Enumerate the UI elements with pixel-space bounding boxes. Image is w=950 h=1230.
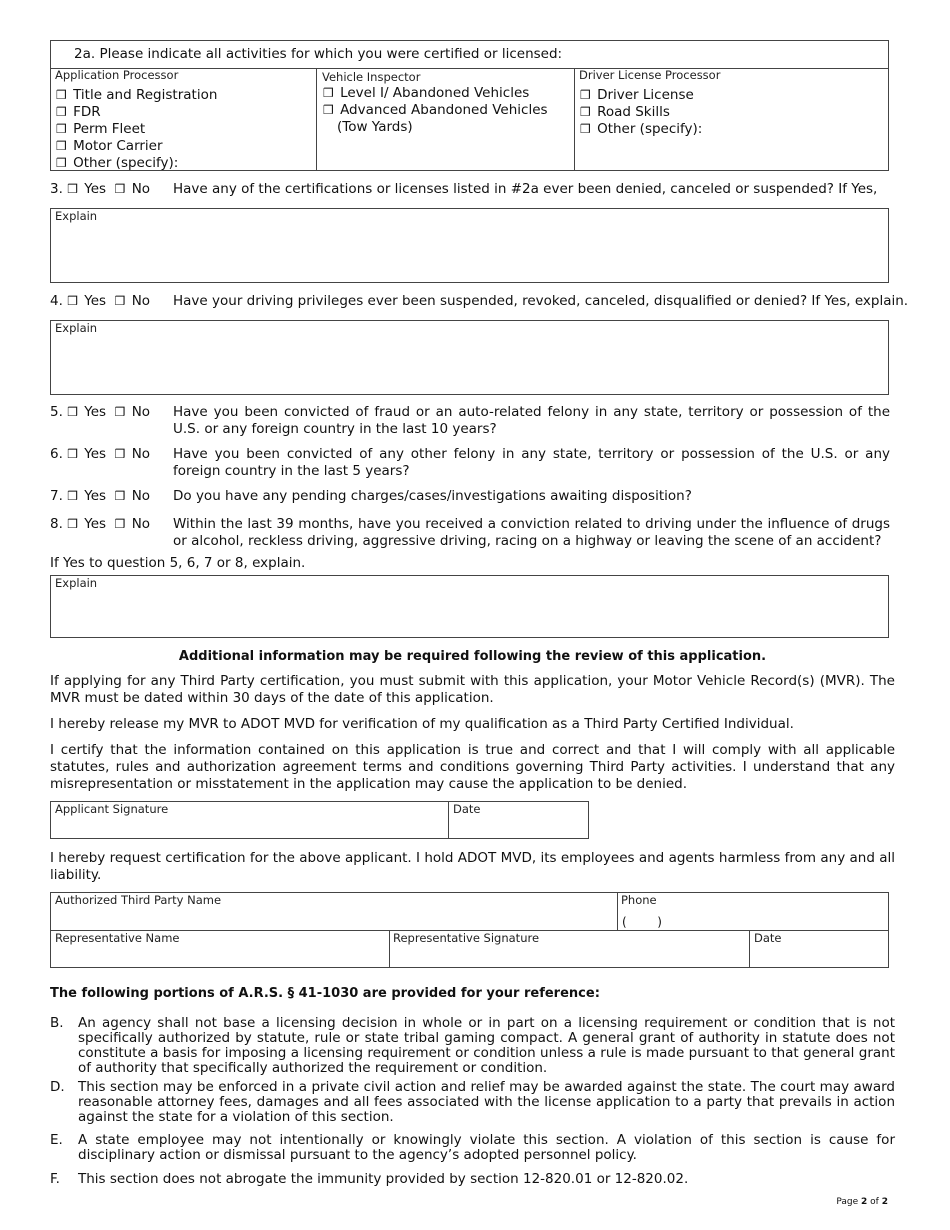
applicant-date-label: Date <box>453 802 481 816</box>
checkbox-other-app-processor[interactable]: ❒ Other (specify): <box>56 155 179 171</box>
question-7-text: Do you have any pending charges/cases/investigations awaiting disposition? <box>173 488 692 504</box>
reference-item-b: B. An agency shall not base a licensing decision in whole or in part on a licensing requirement or condition that is not specifically authorized by statute, rule or state tribal gaming compact. A general grant of authority in statute does not constitute a basis for imposing a licensing requirement or condition unless a rule is made pursuant to that general grant of authority that specifically authorized the requirement or condition. <box>50 1015 895 1076</box>
question-8-text: Within the last 39 months, have you received a conviction related to driving under the influence of drugs or alcohol, reckless driving, aggressive driving, racing on a highway or leaving the scene of an accident? <box>173 516 890 549</box>
authorized-third-party-name-label: Authorized Third Party Name <box>55 893 222 907</box>
third-party-box <box>50 892 889 968</box>
column-title-application-processor: Application Processor <box>55 68 179 82</box>
question-6: 6. ❒ Yes ❒ No Have you been convicted of any other felony in any state, territory or possession of the U.S. or any foreign country in the last 5 years? <box>50 446 890 479</box>
column-driver-license-processor <box>580 87 702 138</box>
checkbox-q6-yes[interactable]: ❒ Yes <box>67 446 107 462</box>
explain-label: Explain <box>55 321 98 335</box>
checkbox-q8-no[interactable]: ❒ No <box>114 516 151 532</box>
question-4: 4. ❒ Yes ❒ No Have your driving privileges ever been suspended, revoked, canceled, disqualified or denied? If Yes, explain. <box>50 293 909 309</box>
if-yes-text: If Yes to question 5, 6, 7 or 8, explain. <box>50 555 306 571</box>
question-4-text: Have your driving privileges ever been suspended, revoked, canceled, disqualified or denied? If Yes, explain. <box>173 293 909 309</box>
section-2a-box <box>50 40 889 171</box>
applicant-signature-label: Applicant Signature <box>55 802 169 816</box>
reference-item-f: F. This section does not abrogate the immunity provided by section 12-820.01 or 12-820.02. <box>50 1171 689 1187</box>
checkbox-q6-no[interactable]: ❒ No <box>114 446 151 462</box>
divider <box>316 68 317 170</box>
checkbox-q3-yes[interactable]: ❒ Yes <box>67 181 107 197</box>
checkbox-title-registration[interactable]: ❒ Title and Registration <box>56 87 218 103</box>
release-paragraph: I hereby release my MVR to ADOT MVD for verification of my qualification as a Third Party Certified Individual. <box>50 716 794 732</box>
checkbox-q4-yes[interactable]: ❒ Yes <box>67 293 107 309</box>
column-title-vehicle-inspector: Vehicle Inspector <box>322 70 421 84</box>
checkbox-fdr[interactable]: ❒ FDR <box>56 104 101 120</box>
explain-box-q3[interactable] <box>50 208 889 283</box>
column-application-processor <box>56 87 217 172</box>
phone-area-code[interactable]: ( ) <box>622 915 662 929</box>
question-3: 3. ❒ Yes ❒ No Have any of the certifications or licenses listed in #2a ever been denied, canceled or suspended? If Yes, <box>50 181 895 198</box>
applicant-date-field[interactable] <box>450 817 587 837</box>
checkbox-level-1-abandoned[interactable]: ❒ Level I/ Abandoned Vehicles <box>323 85 530 101</box>
divider <box>389 930 390 967</box>
checkbox-driver-license[interactable]: ❒ Driver License <box>580 87 694 103</box>
reference-heading: The following portions of A.R.S. § 41-1030 are provided for your reference: <box>50 986 600 1001</box>
question-8: 8. ❒ Yes ❒ No Within the last 39 months, have you received a conviction related to driving under the influence of drugs or alcohol, reckless driving, aggressive driving, racing on a highway or leaving the scene of an accident? <box>50 516 890 549</box>
representative-signature-label: Representative Signature <box>393 931 540 945</box>
explain-box-q4[interactable] <box>50 320 889 395</box>
question-5: 5. ❒ Yes ❒ No Have you been convicted of fraud or an auto-related felony in any state, territory or possession of the U.S. or any foreign country in the last 10 years? <box>50 404 890 437</box>
representative-name-label: Representative Name <box>55 931 180 945</box>
applicant-signature-box <box>50 801 589 839</box>
checkbox-perm-fleet[interactable]: ❒ Perm Fleet <box>56 121 146 137</box>
page-number: Page 2 of 2 <box>836 1197 888 1207</box>
applicant-signature-field[interactable] <box>52 817 447 837</box>
divider <box>617 893 618 930</box>
additional-info-notice: Additional information may be required following the review of this application. <box>178 649 767 664</box>
column-vehicle-inspector <box>323 85 548 136</box>
tow-yards-note: (Tow Yards) <box>337 119 413 135</box>
question-5-text: Have you been convicted of fraud or an auto-related felony in any state, territory or possession of the U.S. or any foreign country in the last 10 years? <box>173 404 890 437</box>
checkbox-motor-carrier[interactable]: ❒ Motor Carrier <box>56 138 163 154</box>
mvr-paragraph: If applying for any Third Party certification, you must submit with this application, your Motor Vehicle Record(s) (MVR). The MVR must be dated within 30 days of the date of this application. <box>50 673 895 706</box>
question-6-text: Have you been convicted of any other felony in any state, territory or possession of the U.S. or any foreign country in the last 5 years? <box>173 446 890 479</box>
question-7: 7. ❒ Yes ❒ No Do you have any pending charges/cases/investigations awaiting disposition? <box>50 488 895 505</box>
checkbox-q5-yes[interactable]: ❒ Yes <box>67 404 107 420</box>
column-title-driver-license-processor: Driver License Processor <box>579 68 721 82</box>
divider <box>574 68 575 170</box>
certify-paragraph: I certify that the information contained on this application is true and correct and that I will comply with all applicable statutes, rules and authorization agreement terms and conditions governing Third Party activities. I understand that any misrepresentation or misstatement in the application may cause the application to be denied. <box>50 742 895 792</box>
explain-box-q5-8[interactable] <box>50 575 889 638</box>
checkbox-q5-no[interactable]: ❒ No <box>114 404 151 420</box>
checkbox-q3-no[interactable]: ❒ No <box>114 181 151 197</box>
checkbox-other-dl-processor[interactable]: ❒ Other (specify): <box>580 121 703 137</box>
reference-item-e: E. A state employee may not intentionally or knowingly violate this section. A violation of this section is cause for disciplinary action or dismissal pursuant to the agency’s adopted personnel policy. <box>50 1132 895 1163</box>
explain-label: Explain <box>55 576 98 590</box>
checkbox-q7-yes[interactable]: ❒ Yes <box>67 488 107 504</box>
reference-item-d: D. This section may be enforced in a private civil action and relief may be awarded against the state. The court may award reasonable attorney fees, damages and all fees associated with the license application to a party that prevails in action against the state for a violation of this section. <box>50 1079 895 1125</box>
phone-label: Phone <box>621 893 657 907</box>
divider <box>749 930 750 967</box>
representative-date-label: Date <box>754 931 782 945</box>
checkbox-q7-no[interactable]: ❒ No <box>114 488 151 504</box>
checkbox-q8-yes[interactable]: ❒ Yes <box>67 516 107 532</box>
checkbox-road-skills[interactable]: ❒ Road Skills <box>580 104 670 120</box>
explain-label: Explain <box>55 209 98 223</box>
checkbox-advanced-abandoned[interactable]: ❒ Advanced Abandoned Vehicles <box>323 102 548 118</box>
checkbox-q4-no[interactable]: ❒ No <box>114 293 151 309</box>
divider <box>448 802 449 838</box>
section-2a-heading: 2a. Please indicate all activities for which you were certified or licensed: <box>74 46 563 62</box>
request-paragraph: I hereby request certification for the above applicant. I hold ADOT MVD, its employees and agents harmless from any and all liability. <box>50 850 895 883</box>
question-3-text: Have any of the certifications or licenses listed in #2a ever been denied, canceled or suspended? If Yes, <box>173 181 878 197</box>
